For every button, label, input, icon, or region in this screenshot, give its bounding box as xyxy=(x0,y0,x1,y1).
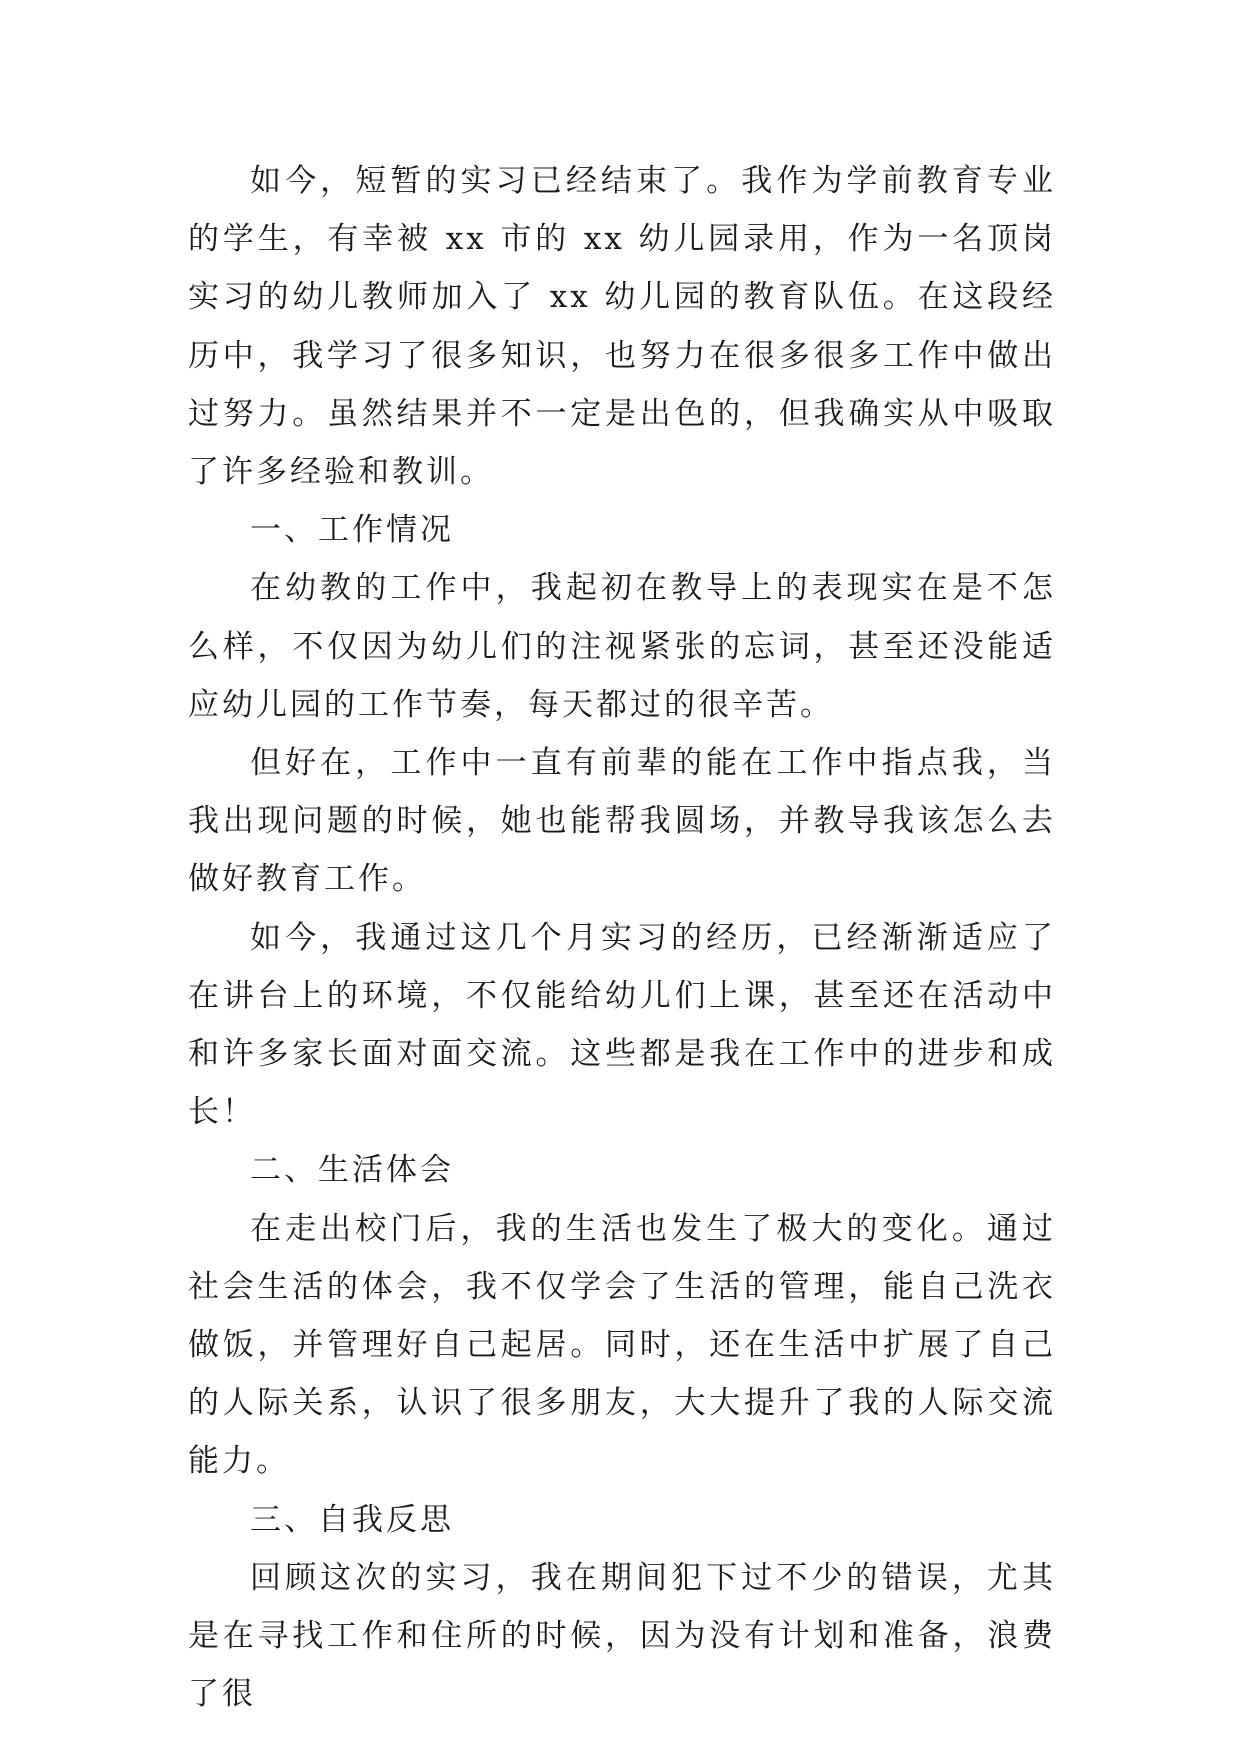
paragraph-life: 在走出校门后，我的生活也发生了极大的变化。通过社会生活的体会，我不仅学会了生活的管理，能自己洗衣做饭，并管理好自己起居。同时，还在生活中扩展了自己的人际关系，认识了很多朋友，大大提升了我的人际交流能力。 xyxy=(188,1210,1056,1480)
section-heading-work: 一、工作情况 xyxy=(250,512,454,549)
document-body xyxy=(188,152,1056,1723)
paragraph-work-progress: 如今，我通过这几个月实习的经历，已经渐渐适应了在讲台上的环境，不仅能给幼儿们上课，甚至还在活动中和许多家长面对面交流。这些都是我在工作中的进步和成长！ xyxy=(188,919,1056,1131)
paragraph-work-mentor: 但好在，工作中一直有前辈的能在工作中指点我，当我出现问题的时候，她也能帮我圆场，并教导我该怎么去做好教育工作。 xyxy=(188,745,1056,898)
paragraph-work-start: 在幼教的工作中，我起初在教导上的表现实在是不怎么样，不仅因为幼儿们的注视紧张的忘词，甚至还没能适应幼儿园的工作节奏，每天都过的很辛苦。 xyxy=(188,570,1056,723)
paragraph-intro: 如今，短暂的实习已经结束了。我作为学前教育专业的学生，有幸被 xx 市的 xx 幼儿园录用，作为一名顶岗实习的幼儿教师加入了 xx 幼儿园的教育队伍。在这段经历中，我学习了很多知识，也努力在很多很多工作中做出过努力。虽然结果并不一定是出色的，但我确实从中吸取了许多经验和教训。 xyxy=(188,163,1056,491)
section-heading-reflection: 三、自我反思 xyxy=(250,1501,454,1538)
paragraph-reflection: 回顾这次的实习，我在期间犯下过不少的错误，尤其是在寻找工作和住所的时候，因为没有计划和准备，浪费了很 xyxy=(188,1559,1056,1713)
section-heading-life: 二、生活体会 xyxy=(250,1152,454,1189)
